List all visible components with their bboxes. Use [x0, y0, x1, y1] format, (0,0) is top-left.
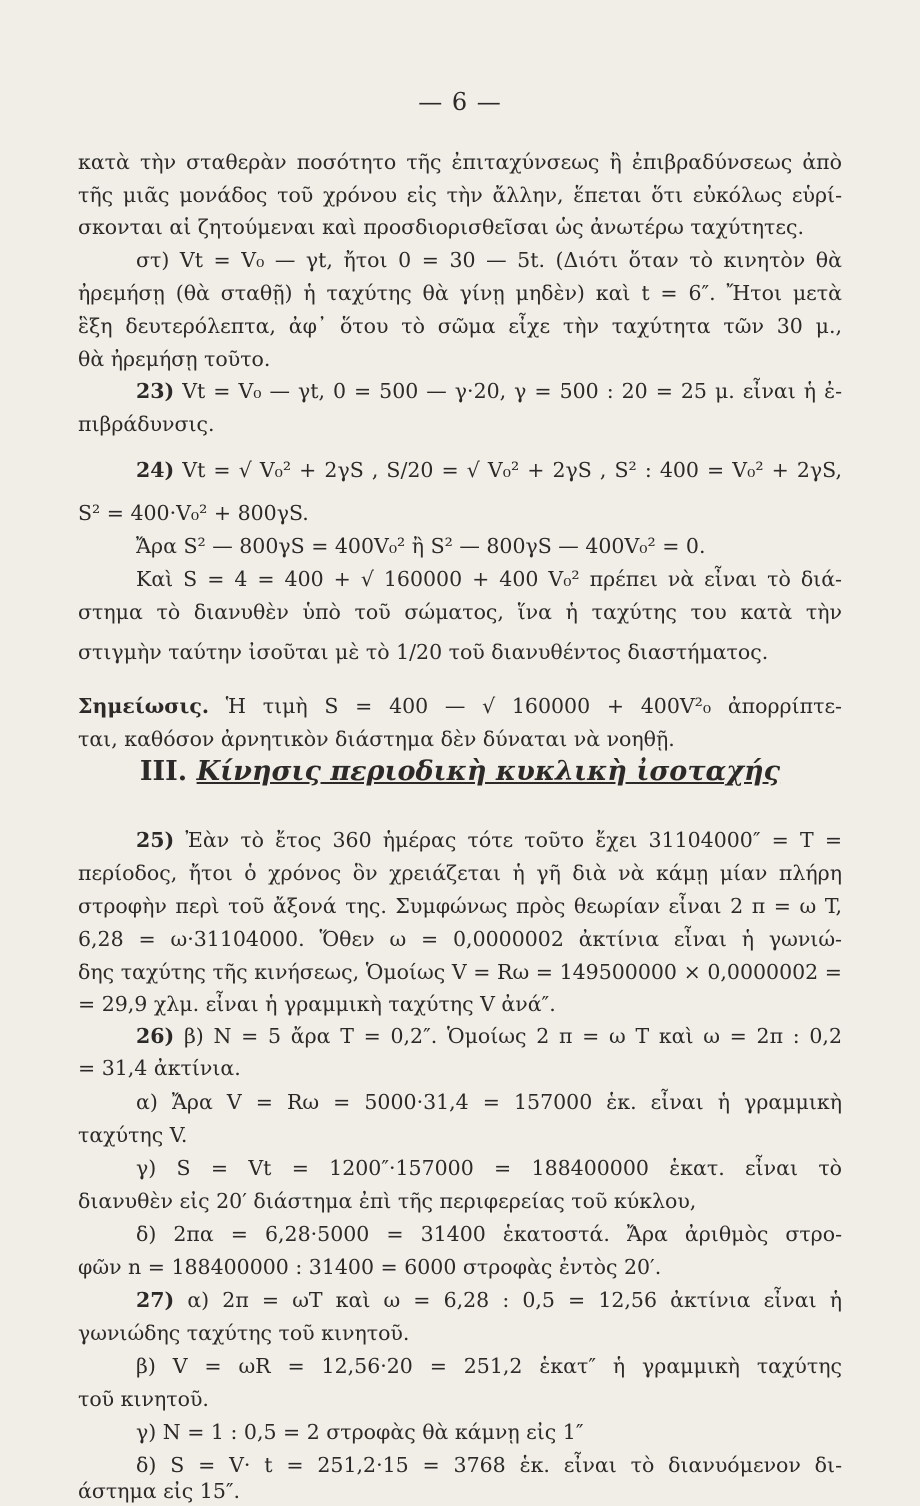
section-title: Κίνησις περιοδικὴ κυκλικὴ ἰσοταχής: [196, 756, 781, 787]
text-line: γ) N = 1 : 0,5 = 2 στροφὰς θὰ κάμνῃ εἰς 1″: [136, 1420, 584, 1444]
exercise-number: 26): [136, 1024, 175, 1048]
text-line: 23) Vt = V₀ — γt, 0 = 500 — γ·20, γ = 500 : 20 = 25 μ. εἶναι ἡ ἐ-: [136, 379, 842, 403]
text-line: φῶν n = 188400000 : 31400 = 6000 στροφὰς ἐντὸς 20′.: [78, 1255, 662, 1279]
exercise-number: 23): [136, 379, 175, 403]
text-line: ἠρεμήσῃ (θὰ σταθῇ) ἡ ταχύτης θὰ γίνῃ μηδὲν) καὶ t = 6″. Ἤτοι μετὰ: [78, 281, 842, 305]
section-number: III.: [139, 756, 188, 787]
text-line: = 31,4 ἀκτίνια.: [78, 1056, 241, 1080]
text-line: α) Ἄρα V = Rω = 5000·31,4 = 157000 ἑκ. εἶναι ἡ γραμμικὴ: [136, 1090, 842, 1114]
text-line: Καὶ S = 4 = 400 + √ 160000 + 400 V₀² πρέπει νὰ εἶναι τὸ διά-: [136, 567, 842, 591]
text-line: 26) β) N = 5 ἄρα T = 0,2″. Ὁμοίως 2 π = ω T καὶ ω = 2π : 0,2: [136, 1024, 842, 1048]
text-line: πιβράδυνσις.: [78, 412, 215, 436]
text-line: περίοδος, ἤτοι ὁ χρόνος ὃν χρειάζεται ἡ γῆ διὰ νὰ κάμῃ μίαν πλήρη: [78, 861, 842, 885]
text-line: τῆς μιᾶς μονάδος τοῦ χρόνου εἰς τὴν ἄλλην, ἕπεται ὅτι εὐκόλως εὑρί-: [78, 183, 842, 207]
note-line: Σημείωσις. Ἡ τιμὴ S = 400 — √ 160000 + 400V²₀ ἀπορρίπτε-: [78, 694, 842, 718]
equation-line: S² = 400·V₀² + 800γS.: [78, 501, 309, 525]
section-heading: [0, 756, 920, 787]
text-line: σκονται αἱ ζητούμεναι καὶ προσδιορισθεῖσαι ὡς ἀνωτέρω ταχύτητες.: [78, 215, 804, 239]
text-line: = 29,9 χλμ. εἶναι ἡ γραμμικὴ ταχύτης V ἀνά″.: [78, 992, 556, 1016]
text-line: διανυθὲν εἰς 20′ διάστημα ἐπὶ τῆς περιφερείας τοῦ κύκλου,: [78, 1189, 697, 1213]
text-line: δ) S = V· t = 251,2·15 = 3768 ἑκ. εἶναι τὸ διανυόμενον δι-: [136, 1453, 842, 1477]
text-line: β) V = ωR = 12,56·20 = 251,2 ἑκατ″ ἡ γραμμικὴ ταχύτης: [136, 1354, 842, 1378]
text-line: ἓξη δευτερόλεπτα, ἀφ᾽ ὅτου τὸ σῶμα εἶχε τὴν ταχύτητα τῶν 30 μ.,: [78, 314, 842, 338]
page-number: — 6 —: [418, 88, 502, 116]
text-line: κατὰ τὴν σταθερὰν ποσότητο τῆς ἐπιταχύνσεως ἢ ἐπιβραδύνσεως ἀπὸ: [78, 150, 842, 174]
exercise-number: Σημείωσις.: [78, 694, 209, 718]
text-line: άστημα εἰς 15″.: [78, 1479, 241, 1503]
equation-line: Ἄρα S² — 800γS = 400V₀² ἢ S² — 800γS — 400V₀² = 0.: [136, 534, 706, 558]
exercise-number: 27): [136, 1288, 175, 1312]
text-line: γ) S = Vt = 1200″·157000 = 188400000 ἑκατ. εἶναι τὸ: [136, 1156, 842, 1180]
text-line: 27) α) 2π = ωT καὶ ω = 6,28 : 0,5 = 12,56 ἀκτίνια εἶναι ἡ: [136, 1288, 842, 1312]
text-line: στροφὴν περὶ τοῦ ἄξονά της. Συμφώνως πρὸς θεωρίαν εἶναι 2 π = ω T,: [78, 894, 842, 918]
text-line: στημα τὸ διανυθὲν ὑπὸ τοῦ σώματος, ἵνα ἡ ταχύτης του κατὰ τὴν: [78, 600, 842, 624]
text-line: γωνιώδης ταχύτης τοῦ κινητοῦ.: [78, 1321, 410, 1345]
note-line: ται, καθόσον ἀρνητικὸν διάστημα δὲν δύναται νὰ νοηθῇ.: [78, 727, 675, 751]
text-line: τοῦ κινητοῦ.: [78, 1387, 209, 1411]
text-line: στ) Vt = V₀ — γt, ἤτοι 0 = 30 — 5t. (Διότι ὅταν τὸ κινητὸν θὰ: [136, 248, 842, 272]
text-line: ταχύτης V.: [78, 1123, 188, 1147]
text-line: 6,28 = ω·31104000. Ὅθεν ω = 0,0000002 ἀκτίνια εἶναι ἡ γωνιώ-: [78, 927, 842, 951]
text-line: θὰ ἠρεμήσῃ τοῦτο.: [78, 347, 271, 371]
exercise-number: 24): [136, 458, 175, 482]
text-line: 25) Ἐὰν τὸ ἔτος 360 ἡμέρας τότε τοῦτο ἔχει 31104000″ = T =: [136, 828, 842, 852]
equation-line: 24) Vt = √ V₀² + 2γS , S/20 = √ V₀² + 2γS , S² : 400 = V₀² + 2γS,: [136, 458, 842, 482]
text-line: δ) 2πα = 6,28·5000 = 31400 ἑκατοστά. Ἄρα ἀριθμὸς στρο-: [136, 1222, 842, 1246]
text-line: στιγμὴν ταύτην ἰσοῦται μὲ τὸ 1/20 τοῦ διανυθέντος διαστήματος.: [78, 640, 769, 664]
exercise-number: 25): [136, 828, 175, 852]
text-line: δης ταχύτης τῆς κινήσεως, Ὁμοίως V = Rω = 149500000 × 0,0000002 =: [78, 960, 842, 984]
